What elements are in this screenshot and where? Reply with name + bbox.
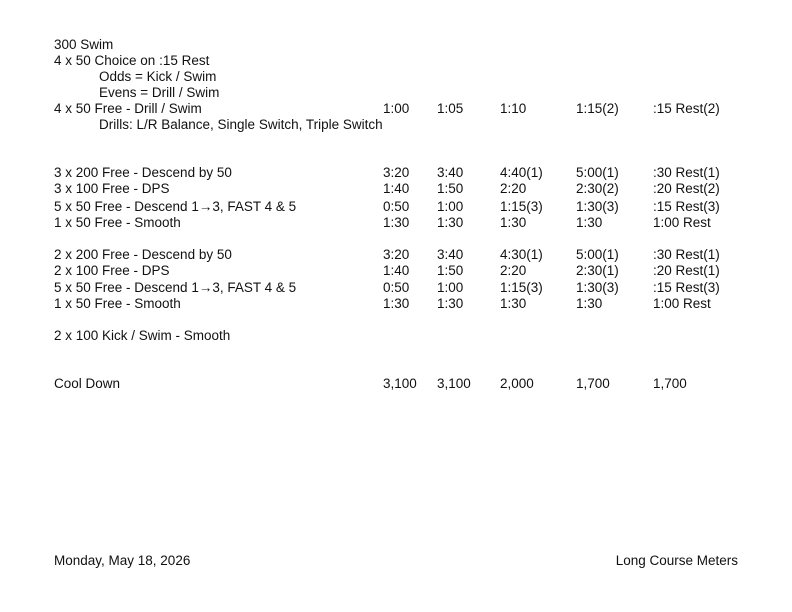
- interval-col-4: 1:30(3): [576, 280, 619, 295]
- interval-col-5: 1:00 Rest: [653, 296, 711, 311]
- set-description: Evens = Drill / Swim: [99, 85, 220, 100]
- set-description: 2 x 200 Free - Descend by 50: [54, 247, 232, 262]
- interval-col-3: 1:10: [500, 101, 527, 116]
- footer-course-type: Long Course Meters: [615, 553, 738, 568]
- set-description: Cool Down: [54, 376, 121, 391]
- interval-col-3: 1:15(3): [500, 280, 543, 295]
- interval-col-4: 5:00(1): [576, 165, 619, 180]
- workout-row: [0, 37, 792, 53]
- interval-col-1: 1:40: [383, 263, 410, 278]
- interval-col-3: 4:30(1): [500, 247, 543, 262]
- workout-row: [0, 165, 792, 181]
- interval-col-5: 1:00 Rest: [653, 215, 711, 230]
- workout-row: [0, 53, 792, 69]
- workout-row: [0, 69, 792, 85]
- interval-col-1: 1:40: [383, 181, 410, 196]
- interval-col-1: 1:30: [383, 296, 410, 311]
- set-description: Odds = Kick / Swim: [99, 69, 217, 84]
- set-description: 1 x 50 Free - Smooth: [54, 296, 181, 311]
- workout-row: [0, 199, 792, 215]
- interval-col-4: 1:30: [576, 296, 603, 311]
- interval-col-2: 1:00: [437, 199, 464, 214]
- footer-date: Monday, May 18, 2026: [54, 553, 191, 568]
- interval-col-5: :15 Rest(3): [653, 199, 720, 214]
- interval-col-1: 3:20: [383, 165, 410, 180]
- interval-col-5: 1,700: [653, 376, 687, 391]
- interval-col-2: 1:50: [437, 181, 464, 196]
- interval-col-3: 1:30: [500, 296, 527, 311]
- set-description: 3 x 200 Free - Descend by 50: [54, 165, 232, 180]
- interval-col-3: 2:20: [500, 181, 527, 196]
- interval-col-1: 1:30: [383, 215, 410, 230]
- workout-row: [0, 85, 792, 101]
- workout-row: [0, 181, 792, 197]
- interval-col-2: 1:00: [437, 280, 464, 295]
- interval-col-5: :15 Rest(3): [653, 280, 720, 295]
- interval-col-1: 0:50: [383, 280, 410, 295]
- interval-col-1: 3:20: [383, 247, 410, 262]
- interval-col-3: 2:20: [500, 263, 527, 278]
- set-description: 2 x 100 Free - DPS: [54, 263, 170, 278]
- set-description: 3 x 100 Free - DPS: [54, 181, 170, 196]
- workout-row: [0, 117, 792, 133]
- interval-col-2: 1:50: [437, 263, 464, 278]
- workout-row: [0, 215, 792, 231]
- set-description: 1 x 50 Free - Smooth: [54, 215, 181, 230]
- interval-col-5: :15 Rest(2): [653, 101, 720, 116]
- workout-row: [0, 328, 792, 344]
- workout-row: [0, 280, 792, 296]
- set-description: 300 Swim: [54, 37, 114, 52]
- interval-col-2: 1:05: [437, 101, 464, 116]
- interval-col-4: 2:30(2): [576, 181, 619, 196]
- interval-col-1: 0:50: [383, 199, 410, 214]
- interval-col-5: :20 Rest(1): [653, 263, 720, 278]
- interval-col-2: 1:30: [437, 215, 464, 230]
- interval-col-3: 1:30: [500, 215, 527, 230]
- interval-col-2: 3:40: [437, 247, 464, 262]
- workout-row: [0, 247, 792, 263]
- interval-col-4: 1:30: [576, 215, 603, 230]
- set-description: 5 x 50 Free - Descend 1→3, FAST 4 & 5: [54, 280, 297, 295]
- interval-col-2: 3,100: [437, 376, 471, 391]
- interval-col-3: 1:15(3): [500, 199, 543, 214]
- set-description: 4 x 50 Free - Drill / Swim: [54, 101, 202, 116]
- workout-row: [0, 296, 792, 312]
- interval-col-5: :30 Rest(1): [653, 165, 720, 180]
- interval-col-2: 3:40: [437, 165, 464, 180]
- interval-col-1: 3,100: [383, 376, 417, 391]
- workout-row: [0, 263, 792, 279]
- workout-row: [0, 101, 792, 117]
- interval-col-4: 1:15(2): [576, 101, 619, 116]
- interval-col-5: :30 Rest(1): [653, 247, 720, 262]
- set-description: 5 x 50 Free - Descend 1→3, FAST 4 & 5: [54, 199, 297, 214]
- interval-col-4: 1,700: [576, 376, 610, 391]
- set-description: Drills: L/R Balance, Single Switch, Triple Switch: [99, 117, 383, 132]
- interval-col-1: 1:00: [383, 101, 410, 116]
- interval-col-4: 2:30(1): [576, 263, 619, 278]
- set-description: 2 x 100 Kick / Swim - Smooth: [54, 328, 231, 343]
- interval-col-4: 5:00(1): [576, 247, 619, 262]
- interval-col-3: 2,000: [500, 376, 534, 391]
- interval-col-3: 4:40(1): [500, 165, 543, 180]
- interval-col-2: 1:30: [437, 296, 464, 311]
- interval-col-5: :20 Rest(2): [653, 181, 720, 196]
- set-description: 4 x 50 Choice on :15 Rest: [54, 53, 210, 68]
- workout-row: [0, 376, 792, 392]
- interval-col-4: 1:30(3): [576, 199, 619, 214]
